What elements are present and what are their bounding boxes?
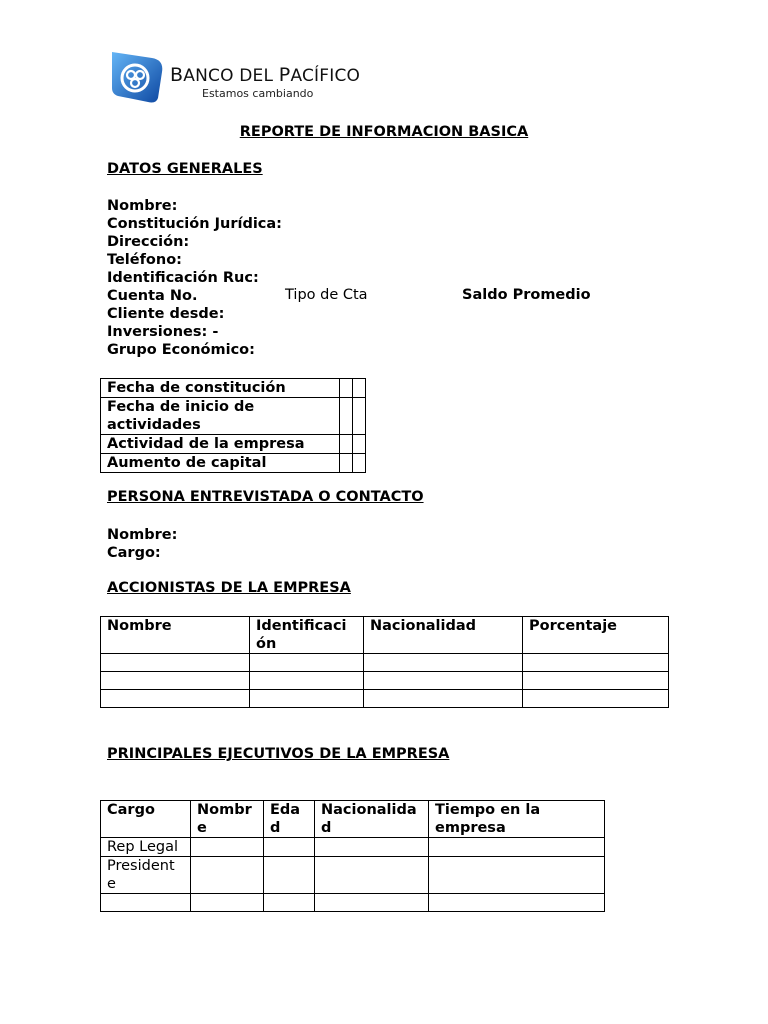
table-cell[interactable] [315, 857, 429, 894]
table-cell[interactable] [264, 857, 315, 894]
table-cell[interactable] [101, 672, 250, 690]
table-cell[interactable] [250, 672, 364, 690]
table-cell[interactable] [523, 690, 669, 708]
table-row [101, 379, 366, 398]
table-cell[interactable] [429, 838, 605, 857]
table-header-row [101, 801, 605, 838]
table-row [101, 454, 366, 473]
ejecutivos-heading: PRINCIPALES EJECUTIVOS DE LA EMPRESA [107, 746, 450, 762]
table-cell[interactable] [264, 838, 315, 857]
row-label-presidente: President e [101, 857, 191, 894]
table-cell[interactable] [340, 398, 353, 435]
table-cell[interactable] [429, 857, 605, 894]
table-cell[interactable] [340, 435, 353, 454]
table-cell[interactable] [364, 672, 523, 690]
table-cell[interactable] [364, 690, 523, 708]
accionistas-heading: ACCIONISTAS DE LA EMPRESA [107, 580, 351, 596]
field-saldo-promedio: Saldo Promedio [462, 287, 591, 303]
col-tiempo: Tiempo en la empresa [429, 801, 605, 838]
row-label-rep-legal: Rep Legal [101, 838, 191, 857]
fechas-table [100, 378, 366, 473]
table-cell[interactable] [523, 654, 669, 672]
field-tipo-cta: Tipo de Cta [285, 287, 368, 303]
field-cuenta: Cuenta No. [107, 288, 198, 304]
ejecutivos-table [100, 800, 605, 912]
aumento-capital-label: Aumento de capital [101, 454, 340, 473]
contacto-heading: PERSONA ENTREVISTADA O CONTACTO [107, 489, 424, 505]
table-cell[interactable] [353, 398, 366, 435]
table-cell[interactable] [101, 654, 250, 672]
table-row [101, 672, 669, 690]
table-cell[interactable] [353, 435, 366, 454]
table-cell[interactable] [191, 894, 264, 912]
table-cell[interactable] [250, 654, 364, 672]
table-cell[interactable] [353, 454, 366, 473]
table-row [101, 690, 669, 708]
table-row [101, 398, 366, 435]
bank-tagline: Estamos cambiando [202, 87, 314, 100]
field-telefono: Teléfono: [107, 252, 182, 268]
fecha-inicio-label: Fecha de inicio de actividades [101, 398, 340, 435]
table-row [101, 857, 605, 894]
field-grupo-economico: Grupo Económico: [107, 342, 255, 358]
col-nacionalidad: Nacionalidad [364, 617, 523, 654]
table-cell[interactable] [523, 672, 669, 690]
table-cell[interactable] [191, 857, 264, 894]
fecha-constitucion-label: Fecha de constitución [101, 379, 340, 398]
table-cell[interactable] [340, 379, 353, 398]
field-constitucion: Constitución Jurídica: [107, 216, 282, 232]
table-cell[interactable] [264, 894, 315, 912]
accionistas-table [100, 616, 669, 708]
table-cell[interactable] [315, 838, 429, 857]
table-cell[interactable] [250, 690, 364, 708]
field-inversiones: Inversiones: - [107, 324, 219, 340]
table-cell[interactable] [101, 690, 250, 708]
table-cell[interactable] [191, 838, 264, 857]
table-cell[interactable] [429, 894, 605, 912]
col-nombre: Nombre [101, 617, 250, 654]
contacto-cargo: Cargo: [107, 545, 161, 561]
table-cell[interactable] [340, 454, 353, 473]
table-cell[interactable] [353, 379, 366, 398]
col-nombre: Nombr e [191, 801, 264, 838]
bank-logo-icon [108, 48, 166, 106]
table-header-row [101, 617, 669, 654]
report-title: REPORTE DE INFORMACION BASICA [239, 124, 529, 140]
table-row [101, 838, 605, 857]
col-cargo: Cargo [101, 801, 191, 838]
row-label-empty [101, 894, 191, 912]
field-cliente-desde: Cliente desde: [107, 306, 225, 322]
col-porcentaje: Porcentaje [523, 617, 669, 654]
contacto-nombre: Nombre: [107, 527, 178, 543]
col-nacionalidad: Nacionalida d [315, 801, 429, 838]
actividad-label: Actividad de la empresa [101, 435, 340, 454]
table-cell[interactable] [315, 894, 429, 912]
bank-name: BANCO DEL PACÍFICO [170, 64, 361, 86]
table-row [101, 894, 605, 912]
datos-generales-heading: DATOS GENERALES [107, 161, 263, 177]
field-nombre: Nombre: [107, 198, 178, 214]
bank-logo [106, 46, 361, 108]
field-identificacion-ruc: Identificación Ruc: [107, 270, 259, 286]
field-direccion: Dirección: [107, 234, 190, 250]
table-cell[interactable] [364, 654, 523, 672]
table-row [101, 654, 669, 672]
col-edad: Eda d [264, 801, 315, 838]
col-identificacion: Identificaci ón [250, 617, 364, 654]
table-row [101, 435, 366, 454]
